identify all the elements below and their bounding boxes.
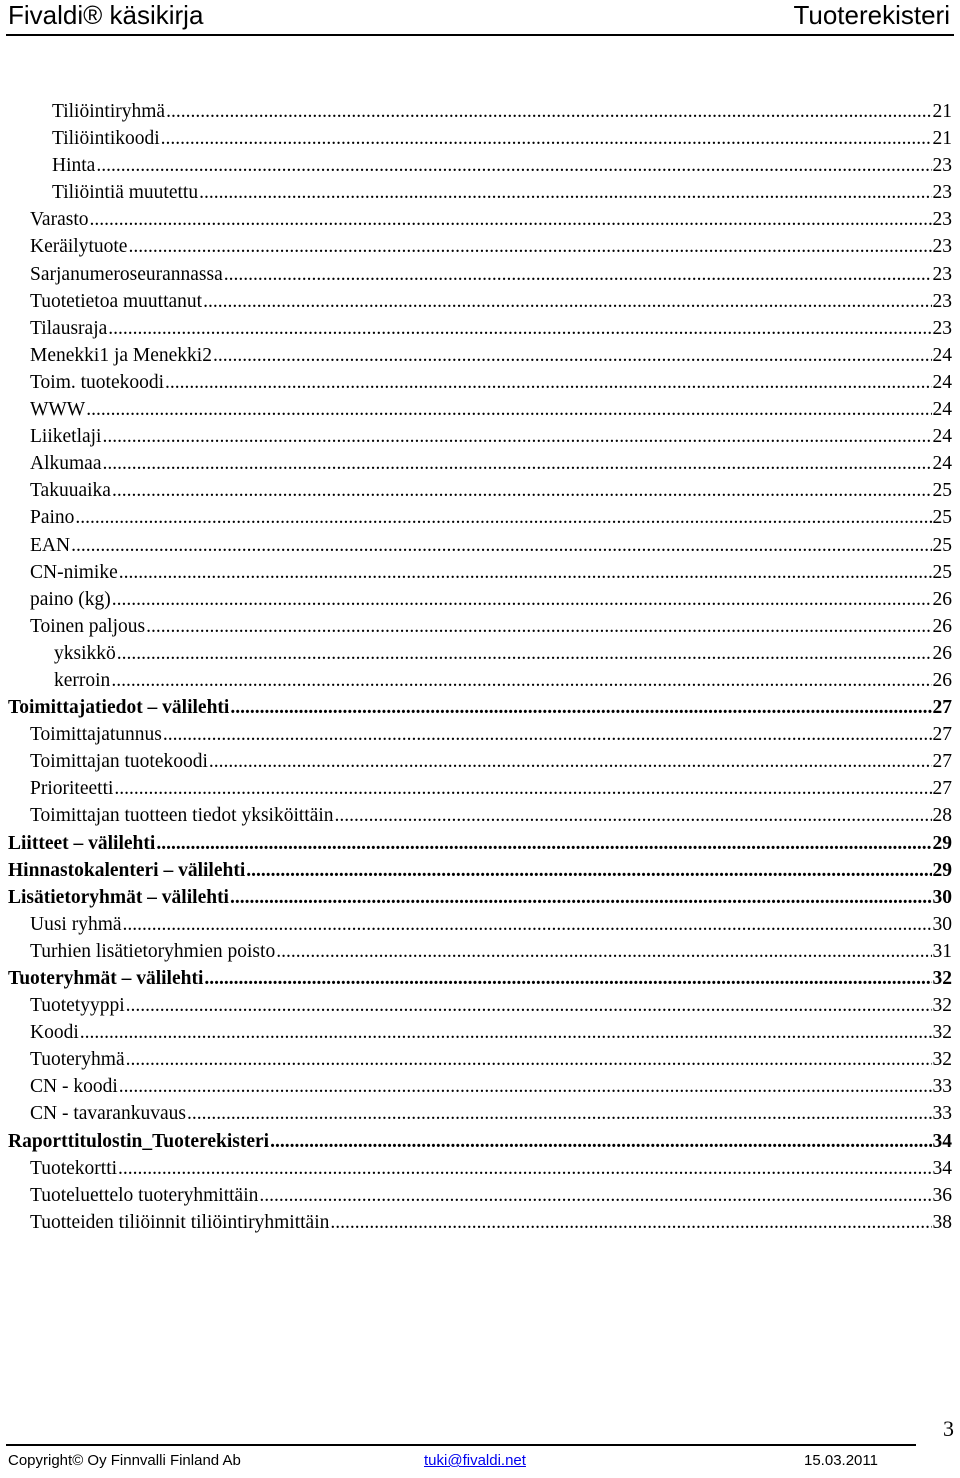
- toc-entry-label: CN - tavarankuvaus: [30, 1103, 186, 1125]
- toc-dot-leader: [203, 288, 931, 315]
- toc-dot-leader: [166, 98, 931, 125]
- toc-entry[interactable]: [8, 532, 952, 559]
- toc-entry-label: Keräilytuote: [30, 236, 128, 258]
- toc-entry-label: Tiliöintiä muutettu: [52, 182, 199, 204]
- page-footer: [8, 1452, 952, 1474]
- toc-dot-leader: [230, 884, 932, 911]
- footer-date: 15.03.2011: [804, 1452, 878, 1469]
- toc-dot-leader: [187, 1100, 932, 1127]
- toc-dot-leader: [246, 857, 931, 884]
- toc-dot-leader: [102, 423, 931, 450]
- toc-entry[interactable]: [8, 206, 952, 233]
- toc-entry[interactable]: [8, 1046, 952, 1073]
- toc-entry-label: Tilausraja: [30, 317, 108, 339]
- toc-entry-label: Tiliöintiryhmä: [52, 101, 166, 122]
- toc-entry-label: Tuoteluettelo tuoteryhmittäin: [30, 1184, 259, 1206]
- toc-entry[interactable]: [8, 477, 952, 504]
- toc-entry-page: 26: [932, 642, 952, 664]
- toc-dot-leader: [96, 152, 931, 179]
- toc-dot-leader: [146, 613, 931, 640]
- toc-entry-label: Alkumaa: [30, 453, 102, 475]
- toc-entry[interactable]: [8, 98, 952, 125]
- toc-entry[interactable]: [8, 1128, 952, 1155]
- toc-entry[interactable]: [8, 911, 952, 938]
- footer-email-link[interactable]: tuki@fivaldi.net: [424, 1452, 526, 1469]
- toc-dot-leader: [102, 450, 931, 477]
- toc-dot-leader: [161, 125, 932, 152]
- toc-entry-label: Liiketlaji: [30, 426, 102, 448]
- toc-entry-page: 27: [932, 778, 952, 800]
- toc-entry[interactable]: [8, 152, 952, 179]
- toc-entry-page: 27: [932, 724, 952, 746]
- toc-entry[interactable]: [8, 830, 952, 857]
- toc-entry-page: 27: [932, 751, 952, 773]
- toc-dot-leader: [165, 369, 931, 396]
- toc-dot-leader: [86, 396, 931, 423]
- toc-entry-page: 21: [932, 101, 952, 122]
- toc-entry-page: 24: [932, 371, 952, 393]
- toc-entry-label: Menekki1 ja Menekki2: [30, 344, 212, 366]
- toc-dot-leader: [111, 667, 931, 694]
- toc-entry[interactable]: [8, 369, 952, 396]
- toc-entry[interactable]: [8, 1073, 952, 1100]
- toc-entry[interactable]: [8, 1182, 952, 1209]
- toc-entry-page: 25: [932, 507, 952, 529]
- toc-entry[interactable]: [8, 992, 952, 1019]
- manual-title: Fivaldi® käsikirja: [8, 0, 204, 30]
- toc-entry[interactable]: [8, 775, 952, 802]
- toc-entry[interactable]: [8, 288, 952, 315]
- page-number: 3: [943, 1416, 954, 1441]
- toc-dot-leader: [119, 1073, 932, 1100]
- toc-entry-label: CN-nimike: [30, 561, 118, 583]
- toc-entry[interactable]: [8, 640, 952, 667]
- toc-entry-label: Koodi: [30, 1022, 79, 1044]
- toc-entry-page: 25: [932, 480, 952, 502]
- toc-entry-page: 23: [932, 263, 952, 285]
- toc-entry-label: Varasto: [30, 209, 89, 231]
- toc-dot-leader: [276, 938, 931, 965]
- toc-dot-leader: [118, 1155, 931, 1182]
- toc-entry-page: 23: [932, 317, 952, 339]
- toc-dot-leader: [80, 1019, 932, 1046]
- toc-entry-page: 30: [932, 913, 952, 935]
- toc-entry[interactable]: [8, 179, 952, 206]
- toc-entry[interactable]: [8, 1019, 952, 1046]
- toc-entry[interactable]: [8, 1155, 952, 1182]
- toc-entry[interactable]: [8, 694, 952, 721]
- toc-entry[interactable]: [8, 504, 952, 531]
- toc-entry-page: 25: [932, 534, 952, 556]
- toc-entry-page: 38: [932, 1211, 952, 1233]
- toc-entry-page: 23: [932, 290, 952, 312]
- toc-entry[interactable]: [8, 667, 952, 694]
- toc-entry-page: 24: [932, 344, 952, 366]
- toc-dot-leader: [108, 315, 931, 342]
- toc-entry-page: 32: [932, 1022, 952, 1044]
- toc-dot-leader: [270, 1128, 931, 1155]
- toc-dot-leader: [335, 802, 932, 829]
- toc-entry[interactable]: [8, 938, 952, 965]
- toc-dot-leader: [112, 586, 932, 613]
- table-of-contents: [8, 98, 952, 1236]
- toc-entry-label: Tuoteryhmä: [30, 1049, 125, 1071]
- toc-dot-leader: [71, 532, 931, 559]
- toc-entry-page: 33: [932, 1076, 952, 1098]
- toc-entry-label: Tuotteiden tiliöinnit tiliöintiryhmittäin: [30, 1211, 330, 1233]
- toc-entry-label: Uusi ryhmä: [30, 913, 122, 935]
- toc-dot-leader: [156, 830, 931, 857]
- toc-entry-label: Turhien lisätietoryhmien poisto: [30, 940, 276, 962]
- toc-entry-label: yksikkö: [54, 642, 116, 664]
- toc-entry[interactable]: [8, 1100, 952, 1127]
- section-title: Tuoterekisteri: [793, 0, 950, 30]
- toc-entry[interactable]: [8, 559, 952, 586]
- toc-entry-label: Tuotetietoa muuttanut: [30, 290, 203, 312]
- toc-entry-page: 30: [932, 886, 952, 908]
- toc-entry-label: Toinen paljous: [30, 615, 146, 637]
- toc-entry-label: Lisätietoryhmät – välilehti: [8, 886, 229, 908]
- toc-entry[interactable]: [8, 884, 952, 911]
- toc-dot-leader: [224, 261, 932, 288]
- toc-entry-page: 25: [932, 561, 952, 583]
- toc-entry[interactable]: [8, 965, 952, 992]
- toc-entry-page: 21: [932, 128, 952, 150]
- toc-entry-label: Liitteet – välilehti: [8, 832, 156, 854]
- toc-dot-leader: [128, 233, 931, 260]
- toc-entry-page: 26: [932, 588, 952, 610]
- toc-dot-leader: [259, 1182, 931, 1209]
- toc-entry-page: 23: [932, 182, 952, 204]
- toc-entry-page: 34: [932, 1157, 952, 1179]
- toc-dot-leader: [112, 477, 932, 504]
- toc-entry-page: 32: [932, 1049, 952, 1071]
- toc-dot-leader: [89, 206, 931, 233]
- toc-entry-label: Sarjanumeroseurannassa: [30, 263, 223, 285]
- toc-entry-page: 23: [932, 236, 952, 258]
- toc-entry-page: 26: [932, 669, 952, 691]
- toc-entry-label: Tuotekortti: [30, 1157, 118, 1179]
- toc-entry-label: Takuuaika: [30, 480, 111, 502]
- toc-entry-page: 27: [932, 697, 952, 719]
- toc-entry-page: 28: [932, 805, 952, 827]
- toc-entry-label: CN - koodi: [30, 1076, 118, 1098]
- toc-entry-label: kerroin: [54, 669, 111, 691]
- toc-entry[interactable]: [8, 342, 952, 369]
- toc-dot-leader: [114, 775, 931, 802]
- toc-entry[interactable]: [8, 748, 952, 775]
- toc-entry-label: Tiliöintikoodi: [52, 128, 160, 150]
- toc-entry-page: 24: [932, 453, 952, 475]
- toc-entry-page: 29: [932, 859, 952, 881]
- toc-entry-page: 36: [932, 1184, 952, 1206]
- toc-entry-page: 32: [932, 995, 952, 1017]
- toc-entry-page: 23: [932, 155, 952, 177]
- toc-entry-label: Prioriteetti: [30, 778, 114, 800]
- toc-dot-leader: [330, 1209, 931, 1236]
- toc-entry[interactable]: [8, 721, 952, 748]
- toc-dot-leader: [117, 640, 932, 667]
- footer-copyright: Copyright© Oy Finnvalli Finland Ab: [8, 1452, 241, 1469]
- toc-entry-page: 33: [932, 1103, 952, 1125]
- toc-entry[interactable]: [8, 396, 952, 423]
- toc-entry-label: Toimittajatiedot – välilehti: [8, 697, 230, 719]
- toc-entry-label: Tuoteryhmät – välilehti: [8, 968, 204, 989]
- toc-entry[interactable]: [8, 1209, 952, 1236]
- toc-dot-leader: [209, 748, 932, 775]
- toc-entry-page: 23: [932, 209, 952, 231]
- toc-entry-label: Toimittajan tuotteen tiedot yksiköittäin: [30, 805, 334, 827]
- toc-entry-label: Toim. tuotekoodi: [30, 371, 165, 393]
- toc-entry[interactable]: [8, 586, 952, 613]
- toc-entry[interactable]: [8, 315, 952, 342]
- toc-entry[interactable]: [8, 857, 952, 884]
- toc-dot-leader: [123, 911, 932, 938]
- toc-entry-label: Toimittajatunnus: [30, 724, 162, 746]
- toc-dot-leader: [213, 342, 932, 369]
- toc-entry[interactable]: [8, 802, 952, 829]
- toc-entry[interactable]: [8, 423, 952, 450]
- toc-entry-label: Hinnastokalenteri – välilehti: [8, 859, 246, 881]
- toc-dot-leader: [119, 559, 932, 586]
- toc-dot-leader: [163, 721, 932, 748]
- toc-dot-leader: [199, 179, 931, 206]
- toc-entry-label: Tuotetyyppi: [30, 995, 125, 1017]
- toc-dot-leader: [230, 694, 931, 721]
- toc-entry-label: paino (kg): [30, 588, 111, 610]
- toc-entry-label: Raporttitulostin_Tuoterekisteri: [8, 1130, 270, 1152]
- toc-entry-page: 26: [932, 615, 952, 637]
- toc-entry-page: 31: [932, 940, 952, 962]
- toc-entry-label: WWW: [30, 399, 86, 421]
- toc-entry-page: 34: [932, 1130, 952, 1152]
- toc-entry[interactable]: [8, 261, 952, 288]
- toc-dot-leader: [126, 992, 932, 1019]
- toc-entry[interactable]: [8, 125, 952, 152]
- toc-entry[interactable]: [8, 450, 952, 477]
- toc-entry-label: Hinta: [52, 155, 96, 177]
- toc-entry-label: Paino: [30, 507, 75, 529]
- toc-dot-leader: [75, 504, 931, 531]
- footer-divider: [6, 1444, 916, 1446]
- toc-entry-label: EAN: [30, 534, 71, 556]
- page-header: [6, 0, 954, 36]
- toc-entry-page: 29: [932, 832, 952, 854]
- toc-entry-label: Toimittajan tuotekoodi: [30, 751, 208, 773]
- toc-dot-leader: [126, 1046, 932, 1073]
- toc-entry-page: 24: [932, 426, 952, 448]
- toc-entry-page: 24: [932, 399, 952, 421]
- toc-entry-page: 32: [932, 968, 952, 989]
- toc-entry[interactable]: [8, 613, 952, 640]
- toc-entry[interactable]: [8, 233, 952, 260]
- toc-dot-leader: [204, 965, 931, 992]
